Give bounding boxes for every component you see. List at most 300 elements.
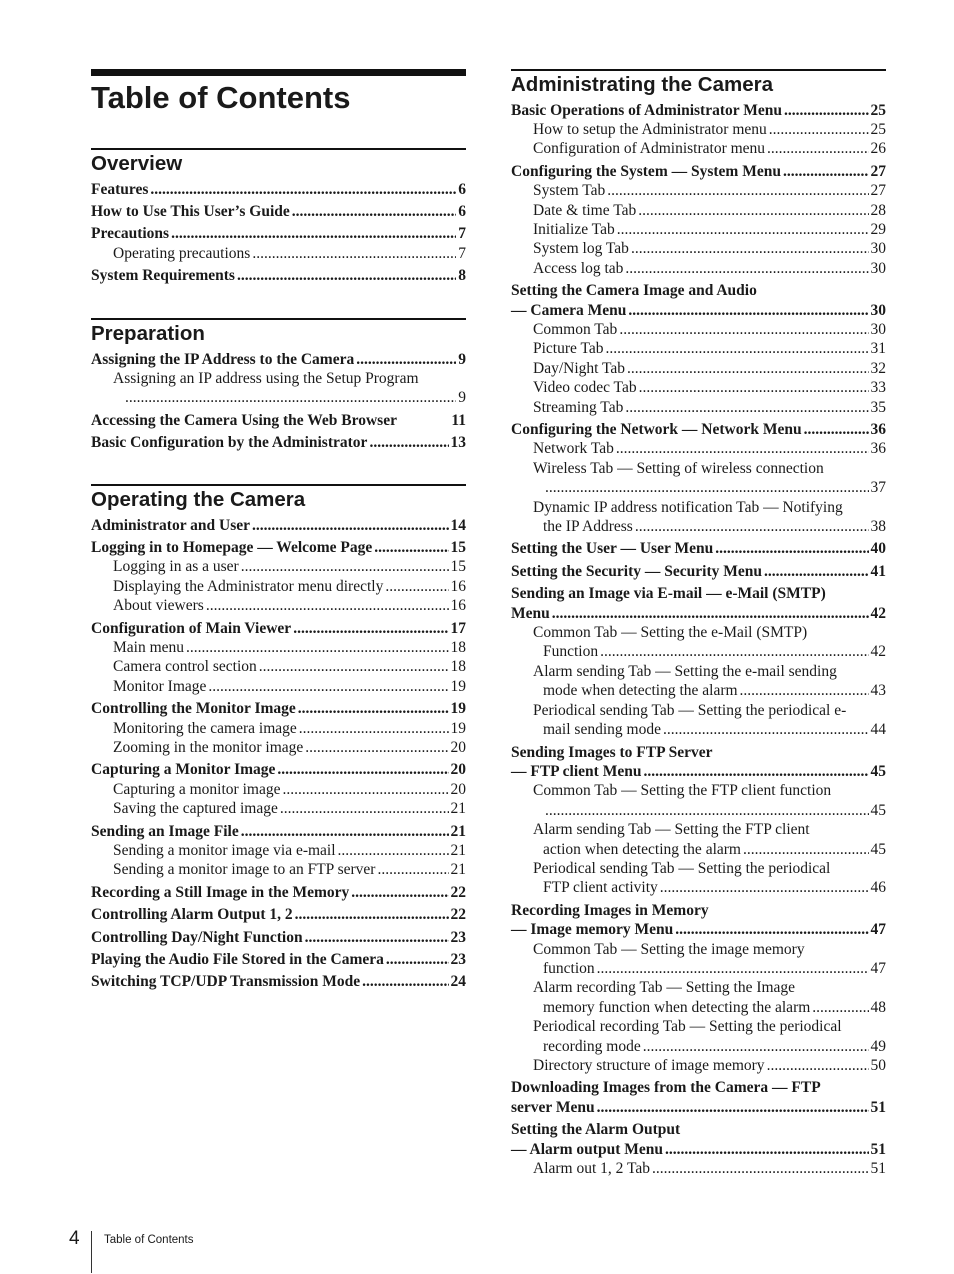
toc-entry-sending-images-to-ftp-server[interactable] [511, 743, 886, 782]
toc-line [533, 878, 886, 897]
toc-entry-displaying-the-administrator-menu-direct[interactable] [91, 577, 466, 596]
toc-line [91, 883, 466, 902]
dot-leader [715, 539, 868, 558]
toc-entry-controlling-day-night-function[interactable] [91, 928, 466, 947]
toc-page-number: 13 [450, 434, 466, 452]
toc-line [533, 259, 886, 278]
toc-line [91, 760, 466, 779]
toc-entry-text: Accessing the Camera Using the Web Browser [91, 411, 397, 429]
toc-entry-text: Basic Configuration by the Administrator [91, 434, 368, 452]
toc-line [91, 972, 466, 991]
toc-page-number: 26 [870, 140, 886, 158]
toc-page-number: 41 [870, 562, 886, 580]
toc-page-number: 24 [450, 973, 466, 991]
toc-line [511, 101, 886, 120]
toc-entry-text: Sending an Image File [91, 822, 239, 840]
toc-page-number: 51 [870, 1098, 886, 1116]
toc-line [113, 799, 466, 818]
toc-entry-configuration-of-main-viewer[interactable] [91, 619, 466, 638]
toc-page-number: 42 [870, 604, 886, 622]
toc-line [113, 860, 466, 879]
toc-line [511, 539, 886, 558]
toc-page-number: 19 [450, 719, 466, 737]
toc-entry-text: System Tab [533, 182, 606, 200]
toc-entry-dynamic-ip-address-notification-tab-noti[interactable] [511, 498, 886, 537]
dot-leader [552, 604, 869, 623]
toc-entry-accessing-the-camera-using-the-web-brows[interactable] [91, 411, 466, 430]
toc-line [533, 220, 886, 239]
toc-entry-text: Video codec Tab [533, 379, 637, 397]
section-rule [91, 318, 466, 320]
dot-leader [125, 388, 456, 407]
toc-line [91, 905, 466, 924]
toc-entry-text: System Requirements [91, 267, 235, 285]
toc-line [113, 719, 466, 738]
toc-entry-text: Recording Images in Memory [511, 901, 709, 919]
section-heading: Preparation [91, 321, 205, 345]
toc-page-number: 35 [870, 398, 886, 416]
toc-entry-setting-the-security-security-menu[interactable] [511, 562, 886, 581]
toc-entry-periodical-recording-tab-setting-the-per[interactable] [511, 1017, 886, 1056]
toc-page-number: 42 [870, 643, 886, 661]
toc-entry-basic-operations-of-administrator-menu[interactable] [511, 101, 886, 120]
toc-line [533, 720, 886, 739]
toc-page-number: 20 [450, 738, 466, 756]
toc-page-number: 45 [870, 840, 886, 858]
toc-entry-logging-in-as-a-user[interactable] [91, 557, 466, 576]
toc-entry-text: recording mode [543, 1037, 641, 1055]
dot-leader [545, 801, 869, 820]
section-rule [511, 69, 886, 71]
dot-leader [628, 301, 868, 320]
toc-entry-text: Monitoring the camera image [113, 719, 297, 737]
toc-entry-text: Operating precautions [113, 244, 251, 262]
toc-page-number: 11 [451, 411, 466, 429]
toc-entry-common-tab-setting-the-image-memory[interactable] [511, 940, 886, 979]
toc-line [533, 623, 886, 642]
toc-entry-network-tab[interactable] [511, 439, 886, 458]
dot-leader [351, 883, 448, 902]
toc-entry-monitoring-the-camera-image[interactable] [91, 719, 466, 738]
toc-page-number: 47 [870, 921, 886, 939]
toc-page-number: 30 [870, 259, 886, 277]
toc-entry-downloading-images-from-the-camera-ftp[interactable] [511, 1078, 886, 1117]
toc-entry-alarm-sending-tab-setting-the-ftp-client[interactable] [511, 820, 886, 859]
toc-entry-text: Saving the captured image [113, 800, 278, 818]
toc-page-number: 18 [450, 658, 466, 676]
toc-line [533, 320, 886, 339]
toc-page-number: 27 [870, 182, 886, 200]
toc-line [113, 841, 466, 860]
toc-line [91, 538, 466, 557]
toc-entry-text: Wireless Tab — Setting of wireless connection [533, 459, 824, 477]
section-rule [91, 484, 466, 486]
dot-leader [241, 557, 449, 576]
toc-page-number: 48 [870, 998, 886, 1016]
toc-page-number: 30 [870, 320, 886, 338]
toc-line [511, 762, 886, 781]
section-preparation [91, 318, 466, 453]
toc-entry-text: Administrator and User [91, 516, 251, 534]
toc-page-number: 15 [450, 558, 466, 576]
toc-entry-basic-configuration-by-the-administrator[interactable] [91, 433, 466, 452]
toc-entry-periodical-sending-tab-setting-the-perio[interactable] [511, 701, 886, 740]
toc-page-number: 20 [450, 780, 466, 798]
dot-leader [241, 822, 449, 841]
toc-entry-text: Playing the Audio File Stored in the Camera [91, 951, 384, 969]
toc-entry-switching-tcp-udp-transmission-mode[interactable] [91, 972, 466, 991]
toc-entry-assigning-the-ip-address-to-the-camera[interactable] [91, 350, 466, 369]
toc-page-number: 49 [870, 1037, 886, 1055]
toc-page-number: 27 [870, 162, 886, 180]
dot-leader [675, 920, 868, 939]
toc-line [533, 781, 886, 800]
toc-page-number: 15 [450, 538, 466, 556]
toc-entry-text: Alarm sending Tab — Setting the FTP client [533, 821, 810, 839]
toc-entry-text: Function [543, 643, 599, 661]
toc-line [511, 1078, 886, 1097]
toc-entry-text: Periodical sending Tab — Setting the periodical [533, 859, 831, 877]
toc-line [533, 681, 886, 700]
toc-entry-controlling-alarm-output-1-2[interactable] [91, 905, 466, 924]
dot-leader [639, 378, 869, 397]
toc-entry-wireless-tab-setting-of-wireless-connect[interactable] [511, 459, 886, 498]
toc-line [91, 619, 466, 638]
dot-leader [769, 120, 869, 139]
toc-line [511, 1140, 886, 1159]
toc-line [533, 517, 886, 536]
toc-entry-sending-an-image-via-e-mail-e-mail-smtp[interactable] [511, 584, 886, 623]
dot-leader [305, 928, 449, 947]
toc-entry-alarm-sending-tab-setting-the-e-mail-sen[interactable] [511, 662, 886, 701]
toc-line [533, 459, 886, 478]
toc-entry-text: Controlling Day/Night Function [91, 928, 303, 946]
toc-entry-video-codec-tab[interactable] [511, 378, 886, 397]
toc-entry-text: Network Tab [533, 440, 614, 458]
toc-page-number: 50 [870, 1057, 886, 1074]
dot-leader [277, 760, 448, 779]
dot-leader [625, 259, 868, 278]
toc-entry-configuring-the-network-network-menu[interactable] [511, 420, 886, 439]
toc-entry-sending-a-monitor-image-via-e-mail[interactable] [91, 841, 466, 860]
toc-page-number: 14 [450, 516, 466, 534]
dot-leader [660, 878, 869, 897]
dot-leader [295, 905, 449, 924]
toc-entry-day-night-tab[interactable] [511, 359, 886, 378]
toc-page-number: 19 [450, 677, 466, 695]
toc-entry-how-to-setup-the-administrator-menu[interactable] [511, 120, 886, 139]
toc-entry-text: Common Tab — Setting the FTP client function [533, 782, 832, 800]
toc-entry-text: Sending a monitor image to an FTP server [113, 861, 376, 879]
toc-line [113, 244, 466, 263]
toc-entry-monitor-image[interactable] [91, 677, 466, 696]
toc-entry-camera-control-section[interactable] [91, 657, 466, 676]
toc-entry-configuring-the-system-system-menu[interactable] [511, 162, 886, 181]
toc-page-number: 23 [450, 951, 466, 969]
toc-entry-text: Assigning an IP address using the Setup Program [113, 369, 419, 387]
toc-entry-text: — Camera Menu [511, 301, 627, 319]
toc-entry-assigning-an-ip-address-using-the-setup-[interactable] [91, 369, 466, 408]
toc-entry-text: Periodical recording Tab — Setting the periodical [533, 1018, 842, 1036]
section-rule [91, 148, 466, 150]
toc-page-number: 25 [870, 101, 886, 119]
toc-entry-text: Recording a Still Image in the Memory [91, 883, 350, 901]
toc-entry-initialize-tab[interactable] [511, 220, 886, 239]
toc-line [533, 120, 886, 139]
toc-line [511, 162, 886, 181]
toc-page-number: 28 [870, 201, 886, 219]
toc-entry-alarm-out-1-2-tab[interactable] [511, 1159, 886, 1178]
toc-line [113, 657, 466, 676]
dot-leader [606, 339, 869, 358]
toc-entry-text: Setting the Security — Security Menu [511, 562, 762, 580]
toc-entry-recording-images-in-memory[interactable] [511, 901, 886, 940]
toc-line [533, 820, 886, 839]
toc-entry-access-log-tab[interactable] [511, 259, 886, 278]
toc-line [113, 638, 466, 657]
toc-entry-text: Picture Tab [533, 340, 604, 358]
toc-entry-logging-in-to-homepage-welcome-page[interactable] [91, 538, 466, 557]
dot-leader [252, 516, 448, 535]
toc-entry-text: the IP Address [543, 518, 633, 536]
toc-entry-main-menu[interactable] [91, 638, 466, 657]
toc-line [91, 928, 466, 947]
toc-line [533, 840, 886, 859]
toc-entry-text: Alarm recording Tab — Setting the Image [533, 979, 796, 997]
toc-entry-text: Logging in to Homepage — Welcome Page [91, 538, 373, 556]
section-heading: Operating the Camera [91, 487, 306, 511]
toc-entry-picture-tab[interactable] [511, 339, 886, 358]
section-operating-the-camera [91, 484, 466, 992]
dot-leader [292, 202, 456, 221]
toc-line [533, 940, 886, 959]
toc-entry-capturing-a-monitor-image[interactable] [91, 780, 466, 799]
dot-leader [804, 420, 869, 439]
toc-entry-text: Controlling Alarm Output 1, 2 [91, 906, 293, 924]
toc-entry-text: — Alarm output Menu [511, 1140, 663, 1158]
toc-page-number: 36 [870, 440, 886, 458]
toc-entry-text: System log Tab [533, 240, 629, 258]
toc-page-number: 21 [450, 842, 466, 859]
dot-leader [635, 517, 869, 536]
toc-page-number: 22 [450, 906, 466, 924]
section-heading: Overview [91, 151, 183, 175]
toc-entry-text: Configuration of Administrator menu [533, 140, 766, 158]
toc-page-number: 45 [870, 801, 886, 819]
toc-entry-system-tab[interactable] [511, 181, 886, 200]
toc-entry-text: Downloading Images from the Camera — FTP [511, 1079, 821, 1097]
toc-line [511, 920, 886, 939]
toc-entry-sending-a-monitor-image-to-an-ftp-server[interactable] [91, 860, 466, 879]
toc-entry-text: Directory structure of image memory [533, 1057, 765, 1074]
toc-line [113, 677, 466, 696]
toc-line [533, 642, 886, 661]
dot-leader [385, 577, 448, 596]
toc-line [91, 202, 466, 221]
toc-page-number: 7 [458, 244, 466, 262]
toc-entry-common-tab[interactable] [511, 320, 886, 339]
toc-line [91, 411, 466, 430]
toc-entry-setting-the-user-user-menu[interactable] [511, 539, 886, 558]
page-title: Table of Contents [91, 80, 351, 115]
toc-entry-text: Displaying the Administrator menu directly [113, 577, 384, 595]
toc-entry-common-tab-setting-the-ftp-client-functi[interactable] [511, 781, 886, 820]
toc-entry-features[interactable] [91, 180, 466, 199]
dot-leader [186, 638, 448, 657]
toc-line [533, 859, 886, 878]
toc-line [91, 224, 466, 243]
toc-line [533, 662, 886, 681]
toc-entry-sending-an-image-file[interactable] [91, 822, 466, 841]
toc-line [91, 699, 466, 718]
toc-entry-setting-the-alarm-output[interactable] [511, 1120, 886, 1159]
toc-page-number: 16 [450, 577, 466, 595]
toc-entry-text: FTP client activity [543, 879, 658, 897]
toc-line [91, 950, 466, 969]
toc-line [533, 439, 886, 458]
dot-leader [643, 1037, 869, 1056]
toc-line [511, 562, 886, 581]
toc-entry-text: Common Tab [533, 320, 618, 338]
toc-entry-how-to-use-this-user-s-guide[interactable] [91, 202, 466, 221]
dot-leader [783, 162, 869, 181]
title-bar [91, 69, 466, 76]
toc-line [533, 498, 886, 517]
toc-entry-text: Setting the Camera Image and Audio [511, 282, 757, 300]
toc-entry-alarm-recording-tab-setting-the-image[interactable] [511, 978, 886, 1017]
toc-entry-text: Common Tab — Setting the e-Mail (SMTP) [533, 624, 808, 642]
toc-line [91, 266, 466, 285]
toc-entry-playing-the-audio-file-stored-in-the-cam[interactable] [91, 950, 466, 969]
toc-page-number: 21 [450, 822, 466, 840]
toc-line [533, 801, 886, 820]
dot-leader [338, 841, 449, 860]
toc-entry-text: Day/Night Tab [533, 359, 626, 377]
toc-line [511, 1120, 886, 1139]
toc-line [533, 998, 886, 1017]
dot-leader [282, 780, 448, 799]
toc-entry-text: Configuration of Main Viewer [91, 619, 292, 637]
toc-line [533, 201, 886, 220]
dot-leader [665, 1140, 869, 1159]
toc-entry-text: memory function when detecting the alarm [543, 998, 811, 1016]
dot-leader [377, 860, 448, 879]
toc-entry-text: Assigning the IP Address to the Camera [91, 350, 355, 368]
dot-leader [663, 720, 869, 739]
section-heading: Administrating the Camera [511, 72, 773, 96]
toc-page-number: 6 [458, 202, 466, 220]
toc-line [533, 1159, 886, 1178]
toc-line [511, 901, 886, 920]
toc-entry-operating-precautions[interactable] [91, 244, 466, 263]
toc-entry-text: Configuring the Network — Network Menu [511, 421, 802, 438]
toc-entry-zooming-in-the-monitor-image[interactable] [91, 738, 466, 757]
toc-entry-text: Switching TCP/UDP Transmission Mode [91, 973, 361, 991]
toc-entry-text: Monitor Image [113, 677, 207, 695]
toc-page-number: 32 [870, 359, 886, 377]
dot-leader [600, 642, 868, 661]
toc-entry-saving-the-captured-image[interactable] [91, 799, 466, 818]
toc-entry-capturing-a-monitor-image[interactable] [91, 760, 466, 779]
toc-entry-text: Controlling the Monitor Image [91, 700, 296, 718]
toc-line [511, 743, 886, 762]
toc-entry-configuration-of-administrator-menu[interactable] [511, 139, 886, 158]
toc-entry-text: server Menu [511, 1098, 595, 1116]
toc-line [533, 378, 886, 397]
toc-page-number: 16 [450, 597, 466, 615]
toc-entry-precautions[interactable] [91, 224, 466, 243]
toc-entry-text: Main menu [113, 638, 185, 656]
toc-entry-system-log-tab[interactable] [511, 239, 886, 258]
dot-leader [616, 439, 869, 458]
toc-entry-text: Access log tab [533, 259, 624, 277]
toc-page-number: 17 [450, 619, 466, 637]
dot-leader [767, 1056, 869, 1075]
toc-line [113, 780, 466, 799]
toc-page-number: 20 [450, 761, 466, 779]
toc-line [91, 822, 466, 841]
dot-leader [356, 350, 456, 369]
toc-entry-streaming-tab[interactable] [511, 398, 886, 417]
toc-entry-text: How to setup the Administrator menu [533, 120, 767, 138]
toc-page-number: 22 [450, 883, 466, 901]
toc-line [533, 1017, 886, 1036]
toc-page-number: 6 [458, 180, 466, 198]
toc-page-number: 25 [870, 120, 886, 138]
toc-entry-text: Common Tab — Setting the image memory [533, 940, 805, 958]
toc-line [511, 604, 886, 623]
toc-line [533, 478, 886, 497]
toc-entry-administrator-and-user[interactable] [91, 516, 466, 535]
toc-entry-text: Setting the Alarm Output [511, 1121, 681, 1139]
dot-leader [631, 239, 869, 258]
toc-entry-directory-structure-of-image-memory[interactable] [511, 1056, 886, 1075]
toc-entry-common-tab-setting-the-e-mail-smtp[interactable] [511, 623, 886, 662]
dot-leader [293, 619, 448, 638]
toc-entry-setting-the-camera-image-and-audio[interactable] [511, 281, 886, 320]
toc-entry-text: — FTP client Menu [511, 762, 642, 780]
toc-line [91, 180, 466, 199]
dot-leader [545, 478, 869, 497]
toc-entry-text: Initialize Tab [533, 220, 615, 238]
dot-leader [386, 950, 449, 969]
toc-line [533, 959, 886, 978]
toc-entry-recording-a-still-image-in-the-memory[interactable] [91, 883, 466, 902]
toc-page-number: 47 [870, 959, 886, 977]
toc-entry-controlling-the-monitor-image[interactable] [91, 699, 466, 718]
toc-entry-about-viewers[interactable] [91, 596, 466, 615]
toc-page-number: 51 [870, 1140, 886, 1158]
toc-entry-periodical-sending-tab-setting-the-perio[interactable] [511, 859, 886, 898]
toc-entry-date-time-tab[interactable] [511, 201, 886, 220]
toc-line [511, 1098, 886, 1117]
toc-page-number: 37 [870, 479, 886, 497]
toc-entry-system-requirements[interactable] [91, 266, 466, 285]
dot-leader [625, 398, 868, 417]
toc-line [91, 350, 466, 369]
toc-line [533, 181, 886, 200]
toc-entry-text: Streaming Tab [533, 398, 624, 416]
dot-leader [597, 1098, 869, 1117]
toc-page-number: 21 [450, 800, 466, 818]
toc-page-number: 43 [870, 682, 886, 700]
toc-entry-text: Setting the User — User Menu [511, 540, 714, 558]
toc-page-number: 18 [450, 638, 466, 656]
dot-leader [627, 359, 868, 378]
toc-line [113, 577, 466, 596]
toc-entry-text: mode when detecting the alarm [543, 682, 738, 700]
dot-leader [764, 562, 869, 581]
